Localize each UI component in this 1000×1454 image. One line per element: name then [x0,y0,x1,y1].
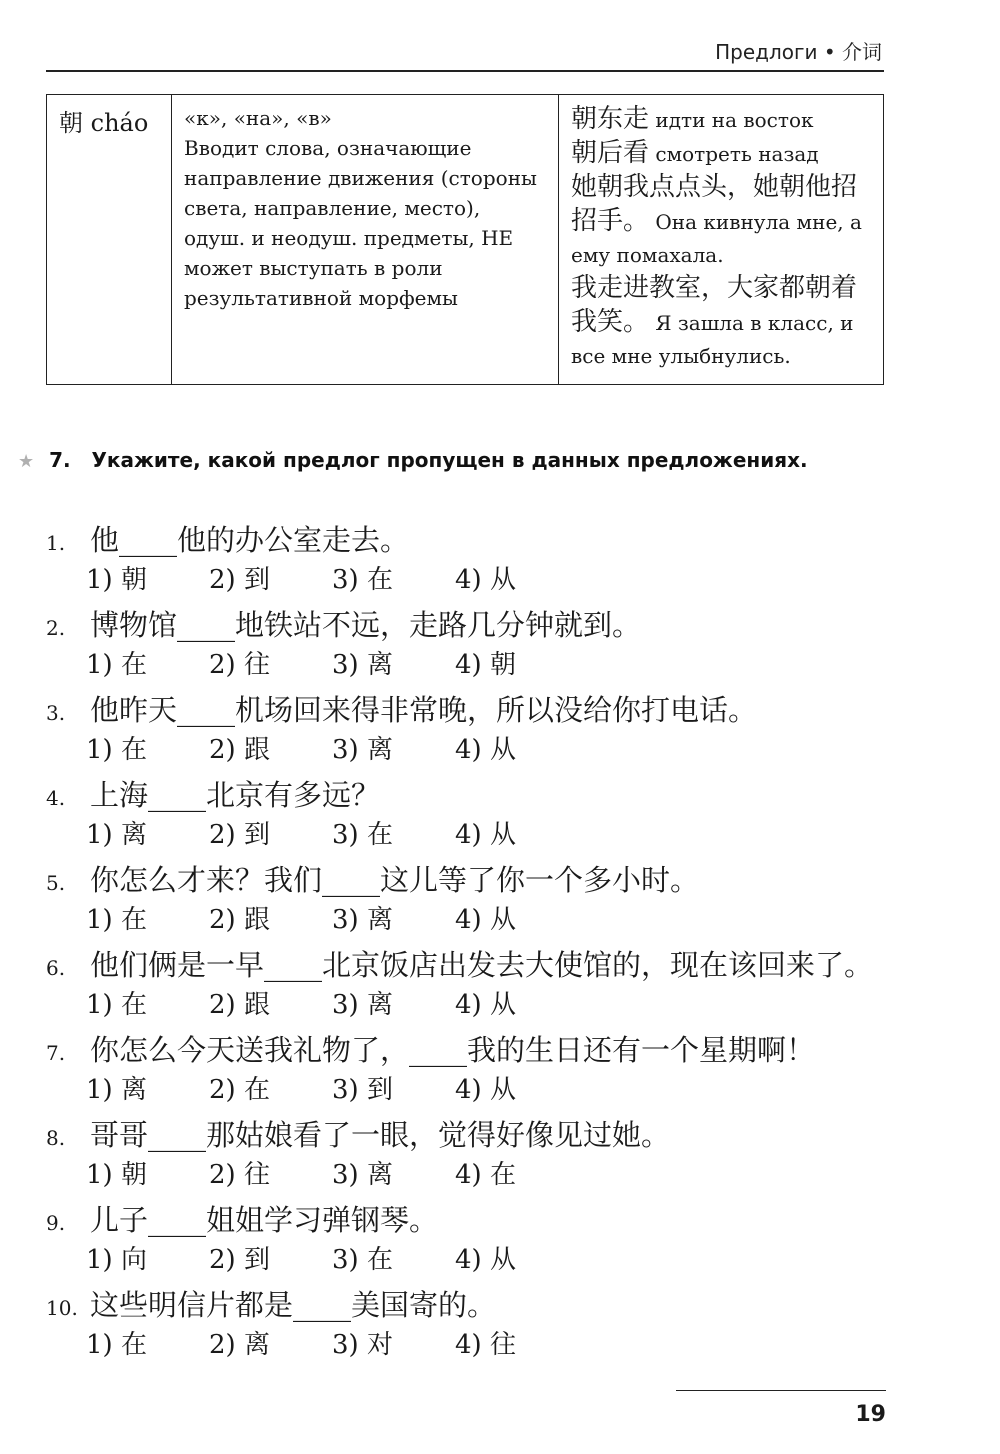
question-text: 你怎么今天送我礼物了，____我的生日还有一个星期啊！ [90,1033,816,1067]
question-text: 他昨天____机场回来得非常晚，所以没给你打电话。 [90,693,758,727]
option: 2) 跟 [209,735,270,765]
option: 1) 在 [86,650,147,680]
option: 1) 在 [86,735,147,765]
question-item [46,521,906,598]
option: 2) 跟 [209,905,270,935]
question-number: 1. [46,531,66,555]
option: 1) 在 [86,905,147,935]
rule-example [571,171,871,272]
option: 1) 离 [86,1075,147,1105]
task-heading [18,448,808,472]
option: 3) 在 [332,1245,393,1275]
option: 4) 从 [455,1075,516,1105]
option: 2) 往 [209,1160,270,1190]
star-icon: ★ [18,451,35,472]
question-number: 7. [46,1041,66,1065]
option: 4) 从 [455,990,516,1020]
example-russian: идти на восток [655,108,814,132]
rule-word-cell [47,95,172,385]
task-title: Укажите, какой предлог пропущен в данных предложениях. [91,448,808,472]
example-russian: Я зашла в класс, и все мне улыбнулись. [571,311,854,368]
option: 3) 对 [332,1330,393,1360]
option: 4) 从 [455,820,516,850]
option: 3) 离 [332,1160,393,1190]
option: 3) 离 [332,990,393,1020]
option: 2) 到 [209,1245,270,1275]
option: 1) 在 [86,1330,147,1360]
option: 2) 离 [209,1330,270,1360]
rule-word: 朝 cháo [59,109,149,137]
question-number: 3. [46,701,66,725]
option: 2) 在 [209,1075,270,1105]
question-text: 儿子____姐姐学习弹钢琴。 [90,1203,439,1237]
option: 1) 朝 [86,1160,147,1190]
example-chinese: 朝东走 [571,104,650,134]
question-text: 上海____北京有多远？ [90,778,381,812]
option: 2) 到 [209,820,270,850]
question-text: 他____他的办公室走去。 [90,523,410,557]
rule-table [46,94,884,385]
header-title: Предлоги • 介词 [715,40,882,64]
option: 2) 跟 [209,990,270,1020]
rule-example [571,103,871,137]
option: 4) 在 [455,1160,516,1190]
option: 1) 在 [86,990,147,1020]
option: 4) 朝 [455,650,516,680]
question-number: 8. [46,1126,66,1150]
option: 3) 离 [332,905,393,935]
option: 1) 向 [86,1245,147,1275]
question-text: 你怎么才来？我们____这儿等了你一个多小时。 [90,863,700,897]
question-list [46,521,906,1371]
rule-example [571,137,871,171]
rule-description: Вводит слова, означающие направление движения (стороны света, направление, место), одуш. и неодуш. предметы, НЕ может выступать в роли результативной морфемы [184,136,537,310]
question-number: 10. [46,1296,78,1320]
question-item [46,606,906,683]
option: 1) 离 [86,820,147,850]
option: 3) 离 [332,650,393,680]
option: 4) 从 [455,565,516,595]
option: 4) 从 [455,905,516,935]
question-item [46,1201,906,1278]
option: 4) 往 [455,1330,516,1360]
footer-divider [676,1390,886,1391]
question-item [46,946,906,1023]
page-header [46,30,884,72]
question-text: 博物馆____地铁站不远，走路几分钟就到。 [90,608,642,642]
option: 1) 朝 [86,565,147,595]
question-number: 9. [46,1211,66,1235]
example-chinese: 朝后看 [571,138,650,168]
rule-meanings: «к», «на», «в» [184,106,332,130]
rule-examples-cell [559,95,884,385]
option: 3) 离 [332,735,393,765]
question-item [46,1286,906,1363]
option: 3) 到 [332,1075,393,1105]
question-item [46,1031,906,1108]
question-item [46,691,906,768]
option: 3) 在 [332,565,393,595]
option: 2) 到 [209,565,270,595]
task-number: 7. [49,448,71,472]
question-item [46,776,906,853]
page-number: 19 [855,1402,886,1427]
question-item [46,861,906,938]
example-chinese: 她朝我点点头，她朝他招招手。 [571,172,858,236]
rule-example [571,272,871,373]
example-chinese: 我走进教室，大家都朝着我笑。 [571,273,858,337]
question-text: 这些明信片都是____美国寄的。 [90,1288,497,1322]
example-russian: Она кивнула мне, а ему помахала. [571,210,862,267]
example-russian: смотреть назад [655,142,819,166]
option: 3) 在 [332,820,393,850]
question-item [46,1116,906,1193]
option: 2) 往 [209,650,270,680]
option: 4) 从 [455,735,516,765]
question-text: 他们俩是一早____北京饭店出发去大使馆的，现在该回来了。 [90,948,874,982]
question-number: 4. [46,786,66,810]
question-text: 哥哥____那姑娘看了一眼，觉得好像见过她。 [90,1118,671,1152]
question-number: 5. [46,871,66,895]
question-number: 2. [46,616,66,640]
option: 4) 从 [455,1245,516,1275]
question-number: 6. [46,956,66,980]
rule-description-cell [172,95,559,385]
